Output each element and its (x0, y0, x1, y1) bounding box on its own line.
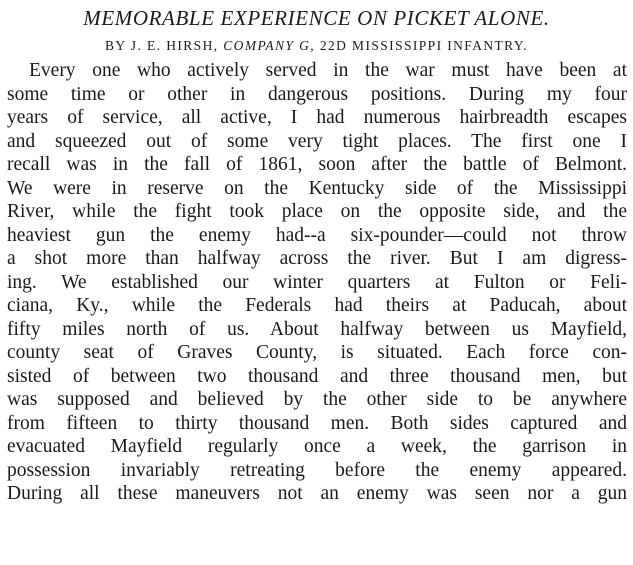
article-body (7, 59, 627, 506)
body-line: and squeezed out of some very tight places. The first one I (7, 130, 627, 152)
body-line: years of service, all active, I had numerous hairbreadth escapes (7, 107, 627, 128)
body-line: possession invariably retreating before the enemy appeared. (7, 459, 627, 481)
body-line: We were in reserve on the Kentucky side of the Mississippi (7, 177, 627, 199)
article-title: MEMORABLE EXPERIENCE ON PICKET ALONE. (83, 6, 550, 30)
body-line: fifty miles north of us. About halfway between us Mayfield, (7, 318, 627, 340)
body-line: River, while the fight took place on the opposite side, and the (7, 201, 627, 222)
body-line: Every one who actively served in the war must have been at (29, 60, 627, 81)
body-line: was supposed and believed by the other side to be anywhere (7, 389, 627, 410)
byline-company: COMPANY G, (223, 38, 316, 53)
body-line: evacuated Mayfield regularly once a week, the garrison in (7, 436, 627, 457)
body-line: ciana, Ky., while the Federals had theirs at Paducah, about (7, 295, 627, 316)
byline-regiment: 22D MISSISSIPPI INFANTRY. (319, 38, 529, 53)
body-line: a shot more than halfway across the river. But I am digress- (7, 248, 627, 269)
body-line: sisted of between two thousand and three thousand men, but (7, 365, 627, 387)
article-byline (0, 37, 633, 55)
body-line: heaviest gun the enemy had--a six-pounder—could not throw (7, 224, 627, 246)
body-line: some time or other in dangerous positions. During my four (7, 83, 627, 105)
body-line: During all these maneuvers not an enemy was seen nor a gun (7, 483, 627, 504)
body-line: recall was in the fall of 1861, soon after the battle of Belmont. (7, 154, 627, 175)
body-line: ing. We established our winter quarters at Fulton or Feli- (7, 271, 627, 293)
body-line: from fifteen to thirty thousand men. Both sides captured and (7, 412, 627, 434)
byline-author: BY J. E. HIRSH, (104, 38, 219, 53)
body-line: county seat of Graves County, is situated. Each force con- (7, 342, 627, 363)
